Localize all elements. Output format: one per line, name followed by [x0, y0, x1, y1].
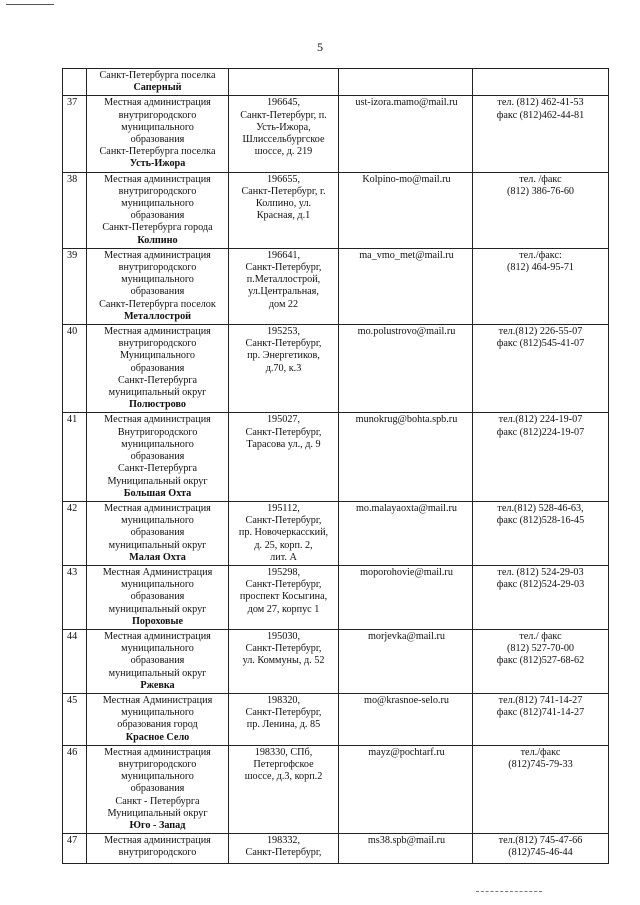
email-address: mo.polustrovo@mail.ru — [357, 326, 456, 338]
phone-line: тел. (812) 524-29-03 — [497, 566, 584, 578]
address-line: Санкт-Петербург, — [245, 579, 322, 591]
municipality-name: Ржевка — [140, 679, 175, 691]
phone-cell — [473, 248, 609, 324]
phone-cell — [473, 413, 609, 501]
administration-name-line: муниципального — [121, 121, 194, 133]
table-row — [63, 745, 609, 833]
municipality-name: Большая Охта — [123, 487, 192, 499]
row-number: 45 — [67, 694, 78, 706]
administration-name-line: муниципальный округ — [108, 603, 207, 615]
row-number-cell — [63, 325, 87, 413]
administration-name-cell — [87, 565, 229, 629]
address-line: Санкт-Петербург, — [245, 426, 322, 438]
address-cell — [229, 413, 339, 501]
administration-name-line: муниципального — [121, 198, 194, 210]
administration-name-line: муниципального — [121, 579, 194, 591]
address-cell — [229, 325, 339, 413]
municipality-name: Юго - Запад — [129, 819, 186, 831]
phone-line: тел.(812) 226-55-07 — [498, 326, 583, 338]
address-line: д.70, к.3 — [265, 362, 302, 374]
row-number-cell — [63, 834, 87, 864]
email-address: ma_vmo_met@mail.ru — [359, 249, 454, 261]
phone-line: (812) 527-70-00 — [506, 643, 575, 655]
phone-line: факс (812)224-19-07 — [496, 426, 585, 438]
row-number: 42 — [67, 502, 78, 514]
administration-name-cell — [87, 693, 229, 745]
phone-cell — [473, 501, 609, 565]
administration-name-line: образования — [130, 362, 185, 374]
address-cell — [229, 745, 339, 833]
row-number: 41 — [67, 414, 78, 426]
phone-line: тел./факс: — [519, 249, 562, 261]
address-cell — [229, 629, 339, 693]
address-cell — [229, 69, 339, 96]
phone-cell — [473, 745, 609, 833]
administration-name-line: муниципального — [121, 438, 194, 450]
administration-name-line: Санкт-Петербурга поселок — [99, 298, 216, 310]
address-line: Санкт-Петербург, — [245, 847, 322, 859]
address-line: лит. А — [270, 551, 297, 563]
address-line: 196655, — [266, 173, 301, 185]
municipality-name: Малая Охта — [129, 551, 186, 563]
phone-line: (812)745-79-33 — [508, 758, 573, 770]
address-line: Петергофское — [253, 758, 314, 770]
administration-name-line: муниципальный округ — [108, 667, 207, 679]
address-line: Санкт-Петербург, п. — [240, 109, 327, 121]
row-number-cell — [63, 501, 87, 565]
administration-name-line: внутригородского — [118, 109, 197, 121]
row-number-cell — [63, 248, 87, 324]
administration-name-line: внутригородского — [118, 758, 197, 770]
address-line: шоссе, д. 219 — [254, 146, 313, 158]
phone-line: факс (812)528-16-45 — [496, 515, 585, 527]
email-cell — [339, 413, 473, 501]
administration-name-line: внутригородского — [118, 847, 197, 859]
phone-cell — [473, 172, 609, 248]
email-cell — [339, 834, 473, 864]
row-number: 44 — [67, 630, 78, 642]
row-number-cell — [63, 745, 87, 833]
address-cell — [229, 693, 339, 745]
row-number-cell — [63, 693, 87, 745]
municipality-name: Усть-Ижора — [129, 158, 186, 170]
email-address: ms38.spb@mail.ru — [367, 835, 446, 847]
administration-name-line: Местная Администрация — [102, 566, 213, 578]
administration-name-line: Местная администрация — [104, 249, 211, 261]
table-row — [63, 413, 609, 501]
phone-cell — [473, 629, 609, 693]
administration-name-line: Местная администрация — [104, 414, 211, 426]
row-number: 46 — [67, 746, 78, 758]
administration-name-line: Муниципальный округ — [107, 807, 208, 819]
administration-name-line: Санкт-Петербурга — [117, 463, 198, 475]
email-address: morjevka@mail.ru — [368, 630, 445, 642]
administration-name-cell — [87, 629, 229, 693]
phone-cell — [473, 834, 609, 864]
municipality-name: Пороховые — [131, 615, 184, 627]
table-row — [63, 248, 609, 324]
row-number: 39 — [67, 249, 78, 261]
address-cell — [229, 248, 339, 324]
address-line: 195253, — [266, 326, 301, 338]
table-row — [63, 172, 609, 248]
email-address: mayz@pochtarf.ru — [368, 746, 445, 758]
address-line: Санкт-Петербург, г. — [241, 185, 326, 197]
administration-name-line: Местная администрация — [104, 326, 211, 338]
email-cell — [339, 565, 473, 629]
administration-name-cell — [87, 501, 229, 565]
phone-line: (812) 386-76-60 — [506, 185, 575, 197]
row-number: 37 — [67, 97, 78, 109]
row-number-cell — [63, 69, 87, 96]
row-number-cell — [63, 565, 87, 629]
email-address: Kolpino-mo@mail.ru — [362, 173, 451, 185]
administration-name-line: Местная администрация — [104, 502, 211, 514]
administration-name-line: Санкт-Петербурга поселка — [99, 146, 216, 158]
administration-name-line: Санкт - Петербурга — [115, 795, 200, 807]
row-number-cell — [63, 629, 87, 693]
email-address: mo.malayaoxta@mail.ru — [355, 502, 458, 514]
email-address: munokrug@bohta.spb.ru — [355, 414, 458, 426]
address-line: Колпино, ул. — [255, 198, 312, 210]
table-row — [63, 69, 609, 96]
administration-name-cell — [87, 69, 229, 96]
address-line: Санкт-Петербург, — [245, 515, 322, 527]
administration-name-line: образования — [130, 527, 185, 539]
phone-line: тел.(812) 528-46-63, — [497, 502, 584, 514]
table-row — [63, 693, 609, 745]
phone-line: факс (812)545-41-07 — [496, 338, 585, 350]
table-row — [63, 565, 609, 629]
administration-name-line: Местная администрация — [104, 97, 211, 109]
administration-name-line: образования — [130, 451, 185, 463]
address-line: Красная, д.1 — [256, 210, 311, 222]
email-cell — [339, 325, 473, 413]
administration-name-line: образования — [130, 134, 185, 146]
administration-name-line: образования город — [117, 719, 198, 731]
phone-line: факс (812)527-68-62 — [496, 655, 585, 667]
phone-line: тел.(812) 745-47-66 — [498, 835, 583, 847]
phone-line: (812) 464-95-71 — [506, 262, 575, 274]
address-line: проспект Косыгина, — [239, 591, 328, 603]
phone-cell — [473, 96, 609, 172]
address-cell — [229, 834, 339, 864]
phone-line: (812)745-46-44 — [508, 847, 573, 859]
phone-line: тел. (812) 462-41-53 — [497, 97, 584, 109]
row-number-cell — [63, 172, 87, 248]
address-line: д. 25, корп. 2, — [254, 539, 313, 551]
administration-name-line: Санкт-Петербурга — [117, 374, 198, 386]
row-number-cell — [63, 96, 87, 172]
administration-name-cell — [87, 834, 229, 864]
table-body — [63, 69, 609, 864]
administration-name-line: образования — [130, 783, 185, 795]
row-number: 47 — [67, 835, 78, 847]
address-line: 198332, — [266, 835, 301, 847]
address-line: 198320, — [266, 694, 301, 706]
email-address: ust-izora.mamo@mail.ru — [355, 97, 458, 109]
phone-cell — [473, 325, 609, 413]
administration-name-line: муниципального — [121, 707, 194, 719]
administration-name-line: муниципальный округ — [108, 539, 207, 551]
email-cell — [339, 172, 473, 248]
administration-name-cell — [87, 745, 229, 833]
address-line: п.Металлострой, — [246, 274, 321, 286]
administration-name-line: Муниципальный округ — [107, 475, 208, 487]
administration-name-line: Местная администрация — [104, 173, 211, 185]
administrations-table — [62, 68, 609, 864]
row-number-cell — [63, 413, 87, 501]
email-cell — [339, 96, 473, 172]
page-number: 5 — [317, 40, 323, 54]
email-address: moporohovie@mail.ru — [360, 566, 453, 578]
address-cell — [229, 96, 339, 172]
table-row — [63, 501, 609, 565]
address-line: Шлиссельбургское — [242, 134, 325, 146]
administration-name-line: Местная администрация — [104, 746, 211, 758]
phone-line: факс (812)741-14-27 — [496, 707, 585, 719]
address-line: пр. Новочеркасский, — [238, 527, 329, 539]
municipality-name: Саперный — [133, 82, 182, 94]
address-line: пр. Ленина, д. 85 — [246, 719, 321, 731]
phone-cell — [473, 693, 609, 745]
table-row — [63, 96, 609, 172]
address-line: Санкт-Петербург, — [245, 338, 322, 350]
administration-name-line: Санкт-Петербурга города — [102, 222, 213, 234]
row-number: 43 — [67, 566, 78, 578]
email-cell — [339, 745, 473, 833]
address-line: 195027, — [266, 414, 301, 426]
administration-name-cell — [87, 172, 229, 248]
administration-name-line: образования — [130, 591, 185, 603]
municipality-name: Металлострой — [123, 310, 192, 322]
administration-name-line: Местная администрация — [104, 630, 211, 642]
administration-name-cell — [87, 413, 229, 501]
phone-line: факс (812)462-44-81 — [496, 109, 585, 121]
address-line: Санкт-Петербург, — [245, 262, 322, 274]
address-line: 195030, — [266, 630, 301, 642]
top-edge-line — [6, 4, 54, 5]
administration-name-line: муниципального — [121, 643, 194, 655]
administration-name-line: образования — [130, 210, 185, 222]
municipality-name: Полюстрово — [128, 399, 187, 411]
administration-name-line: муниципального — [121, 771, 194, 783]
email-cell — [339, 629, 473, 693]
administration-name-line: Местная администрация — [104, 835, 211, 847]
row-number: 40 — [67, 326, 78, 338]
address-cell — [229, 565, 339, 629]
administration-name-line: муниципального — [121, 515, 194, 527]
address-line: 195298, — [266, 566, 301, 578]
address-line: 196645, — [266, 97, 301, 109]
administration-name-cell — [87, 248, 229, 324]
table-row — [63, 834, 609, 864]
phone-line: тел.(812) 741-14-27 — [498, 694, 583, 706]
address-line: 198330, СПб, — [254, 746, 313, 758]
row-number: 38 — [67, 173, 78, 185]
address-line: шоссе, д.3, корп.2 — [244, 771, 323, 783]
administration-name-line: внутригородского — [118, 338, 197, 350]
email-cell — [339, 248, 473, 324]
administration-name-cell — [87, 96, 229, 172]
address-line: ул. Коммуны, д. 52 — [242, 655, 325, 667]
address-line: Санкт-Петербург, — [245, 643, 322, 655]
address-cell — [229, 172, 339, 248]
administration-name-line: муниципального — [121, 274, 194, 286]
phone-line: тел. /факс — [519, 173, 562, 185]
address-line: Тарасова ул., д. 9 — [246, 438, 321, 450]
address-line: Усть-Ижора, — [256, 121, 311, 133]
administration-name-line: образования — [130, 286, 185, 298]
address-line: 196641, — [266, 249, 301, 261]
address-line: пр. Энергетиков, — [247, 350, 320, 362]
phone-line: тел.(812) 224-19-07 — [498, 414, 583, 426]
address-line: ул.Центральная, — [248, 286, 319, 298]
administration-name-cell — [87, 325, 229, 413]
administration-name-line: Санкт-Петербурга поселка — [99, 70, 216, 81]
email-cell — [339, 501, 473, 565]
administration-name-line: Внутригородского — [117, 426, 198, 438]
bottom-edge-line — [476, 891, 542, 892]
phone-cell — [473, 565, 609, 629]
address-line: дом 27, корпус 1 — [247, 603, 320, 615]
table-row — [63, 629, 609, 693]
table-row — [63, 325, 609, 413]
email-cell — [339, 693, 473, 745]
municipality-name: Красное Село — [125, 731, 190, 743]
administration-name-line: муниципальный округ — [108, 387, 207, 399]
phone-line: тел./ факс — [519, 630, 562, 642]
address-line: Санкт-Петербург, — [245, 707, 322, 719]
address-line: дом 22 — [268, 298, 299, 310]
administration-name-line: Муниципального — [119, 350, 196, 362]
address-cell — [229, 501, 339, 565]
email-address: mo@krasnoe-selo.ru — [364, 694, 449, 706]
phone-cell — [473, 69, 609, 96]
administration-name-line: внутригородского — [118, 262, 197, 274]
administration-name-line: образования — [130, 655, 185, 667]
address-line: 195112, — [267, 502, 300, 514]
administration-name-line: Местная Администрация — [102, 694, 213, 706]
municipality-name: Колпино — [137, 234, 178, 246]
phone-line: факс (812)524-29-03 — [496, 579, 585, 591]
phone-line: тел./факс — [520, 746, 561, 758]
email-cell — [339, 69, 473, 96]
administration-name-line: внутригородского — [118, 185, 197, 197]
